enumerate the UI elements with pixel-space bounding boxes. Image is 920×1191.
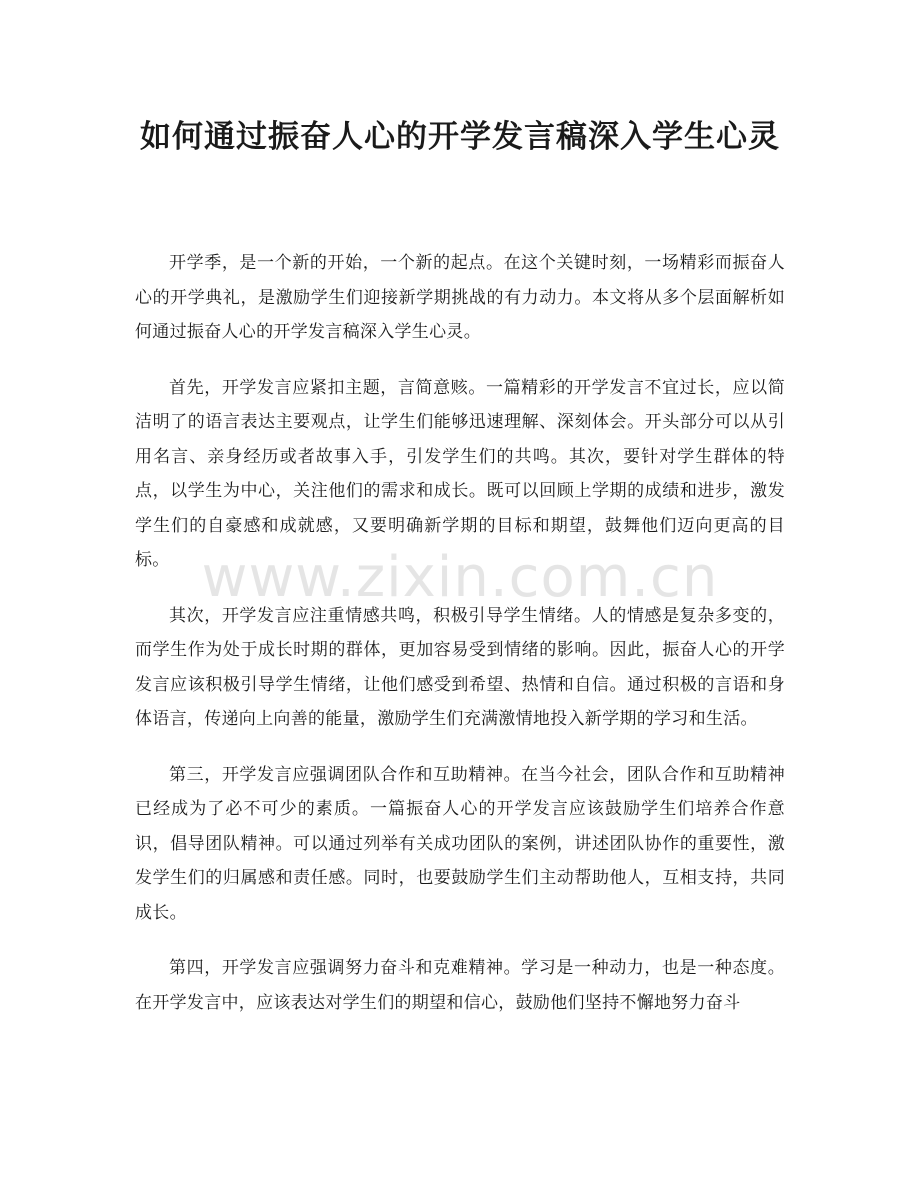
document-title: 如何通过振奋人心的开学发言稿深入学生心灵 [140,119,780,155]
paragraph: 首先，开学发言应紧扣主题，言简意赅。一篇精彩的开学发言不宜过长，应以简洁明了的语言表达主要观点，让学生们能够迅速理解、深刻体会。开头部分可以从引用名言、亲身经历或者故事入手，引发学生们的共鸣。其次，要针对学生群体的特点，以学生为中心，关注他们的需求和成长。既可以回顾上学期的成绩和进步，激发学生们的自豪感和成就感，又要明确新学期的目标和期望，鼓舞他们迈向更高的目标。 [135,377,785,570]
paragraph: 开学季，是一个新的开始，一个新的起点。在这个关键时刻，一场精彩而振奋人心的开学典礼，是激励学生们迎接新学期挑战的有力动力。本文将从多个层面解析如何通过振奋人心的开学发言稿深入学生心灵。 [135,253,785,342]
paragraph: 第三，开学发言应强调团队合作和互助精神。在当今社会，团队合作和互助精神已经成为了必不可少的素质。一篇振奋人心的开学发言应该鼓励学生们培养合作意识，倡导团队精神。可以通过列举有关成功团队的案例，讲述团队协作的重要性，激发学生们的归属感和责任感。同时，也要鼓励学生们主动帮助他人，互相支持，共同成长。 [135,764,785,923]
document-body [135,246,785,1041]
watermark: www.zixin.com.cn [201,545,719,610]
paragraph: 第四，开学发言应强调努力奋斗和克难精神。学习是一种动力，也是一种态度。在开学发言中，应该表达对学生们的期望和信心，鼓励他们坚持不懈地努力奋斗 [135,958,785,1013]
paragraph: 其次，开学发言应注重情感共鸣，积极引导学生情绪。人的情感是复杂多变的，而学生作为处于成长时期的群体，更加容易受到情绪的影响。因此，振奋人心的开学发言应该积极引导学生情绪，让他们感受到希望、热情和自信。通过积极的言语和身体语言，传递向上向善的能量，激励学生们充满激情地投入新学期的学习和生活。 [135,605,785,729]
